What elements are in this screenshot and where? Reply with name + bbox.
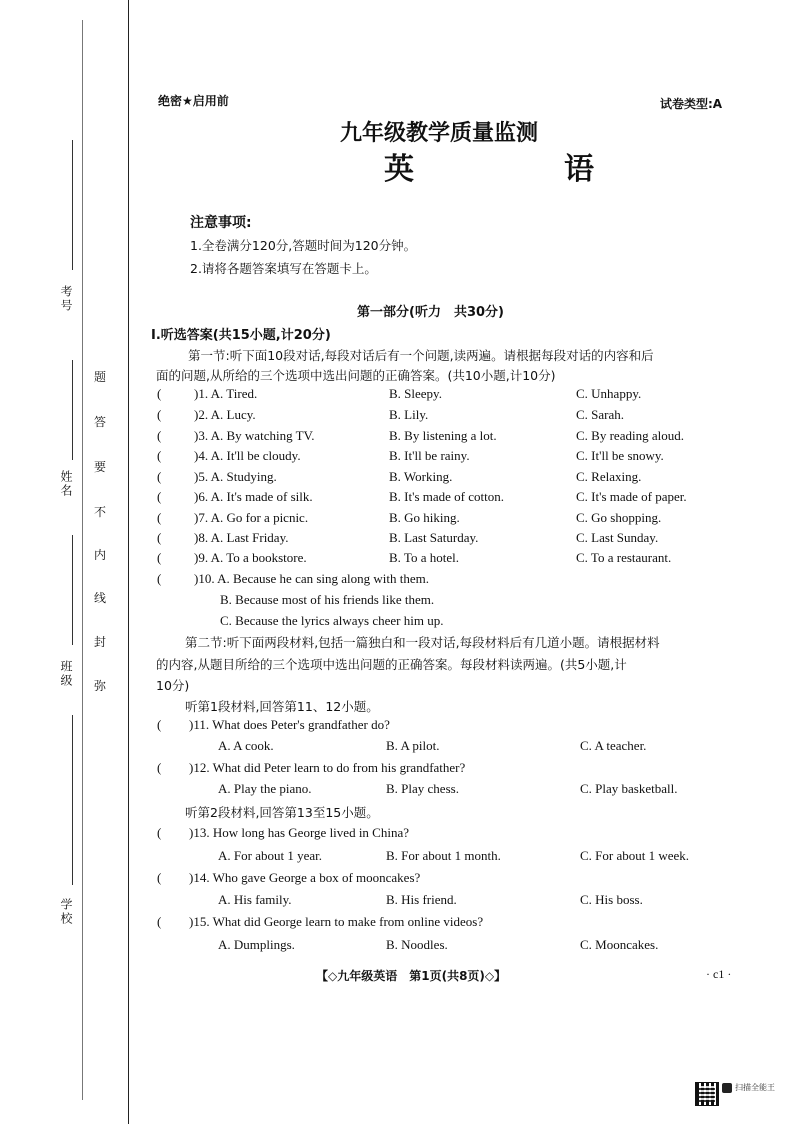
sub2-instruction-line1: 第二节:听下面两段材料,包括一篇独白和一段对话,每段材料后有几道小题。请根据材料 [185,635,660,650]
question-option-b: B. Sleepy. [389,386,442,401]
question-option-b: B. Noodles. [386,937,448,952]
material2-heading: 听第2段材料,回答第13至15小题。 [185,805,379,820]
question-option-b: B. Go hiking. [389,510,460,525]
question-option-b: B. Last Saturday. [389,530,479,545]
paren: ( [157,717,162,732]
question-option-c: C. To a restaurant. [576,550,672,565]
question-stem: )14. Who gave George a box of mooncakes? [189,870,421,885]
question-option-a: )2. A. Lucy. [194,407,256,422]
question-option-a: )5. A. Studying. [194,469,277,484]
q10-option-a: )10. A. Because he can sing along with them. [194,571,430,586]
question-option-b: B. His friend. [386,892,457,907]
notice-heading: 注意事项: [190,215,252,231]
paren: ( [157,448,162,463]
question-option-a: A. Play the piano. [218,781,312,796]
question-option-c: C. It'll be snowy. [576,448,664,463]
paren: ( [157,870,162,885]
binding-line-left [82,20,83,1100]
seal-char: 内 [94,548,107,562]
paper-type: 试卷类型:A [660,97,723,111]
sub2-instruction-line2: 的内容,从题目所给的三个选项中选出问题的正确答案。每段材料读两遍。(共5小题,计 [156,657,627,672]
class-line [72,535,73,645]
question-option-c: C. His boss. [580,892,643,907]
question-option-a: A. A cook. [218,738,274,753]
part1-heading: 第一部分(听力 共30分) [357,305,504,320]
question-option-c: C. Go shopping. [576,510,662,525]
question-option-c: C. Last Sunday. [576,530,659,545]
school-line [72,715,73,885]
question-option-a: )8. A. Last Friday. [194,530,289,545]
paren: ( [157,760,162,775]
seal-char: 线 [94,591,107,605]
sub1-instruction-line1: 第一节:听下面10段对话,每段对话后有一个问题,读两遍。请根据每段对话的内容和后 [188,348,654,363]
seal-char: 弥 [94,679,107,693]
section1-heading: Ⅰ.听选答案(共15小题,计20分) [151,328,331,343]
question-option-a: )1. A. Tired. [194,386,258,401]
question-option-c: C. Play basketball. [580,781,678,796]
question-stem: )13. How long has George lived in China? [189,825,409,840]
paren: ( [157,914,162,929]
scanner-logo-icon [722,1083,732,1093]
question-option-b: B. It'll be rainy. [389,448,470,463]
paren: ( [157,489,162,504]
paren: ( [157,469,162,484]
question-stem: )15. What did George learn to make from online videos? [189,914,484,929]
paren: ( [157,386,162,401]
exam-number-line [72,140,73,270]
seal-char: 答 [94,415,107,429]
q10-option-b: B. Because most of his friends like them. [220,592,435,607]
question-option-a: )3. A. By watching TV. [194,428,315,443]
question-option-b: B. Working. [389,469,453,484]
question-option-c: C. A teacher. [580,738,647,753]
q10-option-c: C. Because the lyrics always cheer him up. [220,613,444,628]
question-option-c: C. Sarah. [576,407,625,422]
question-stem: )12. What did Peter learn to do from his grandfather? [189,760,466,775]
paren: ( [157,530,162,545]
question-option-a: )6. A. It's made of silk. [194,489,313,504]
question-option-b: B. Play chess. [386,781,459,796]
material1-heading: 听第1段材料,回答第11、12小题。 [185,699,379,714]
question-option-a: A. For about 1 year. [218,848,322,863]
name-line [72,360,73,460]
question-option-c: C. Relaxing. [576,469,642,484]
page-footer: 【◇九年级英语 第1页(共8页)◇】 [316,969,507,983]
field-label-name: 姓名 [59,470,73,498]
paren: ( [157,428,162,443]
paren: ( [157,571,162,586]
notice-item-1: 1.全卷满分120分,答题时间为120分钟。 [190,238,417,253]
seal-char: 不 [94,505,107,519]
question-option-a: )4. A. It'll be cloudy. [194,448,301,463]
question-option-c: C. Unhappy. [576,386,642,401]
secret-mark: 绝密★启用前 [158,94,229,108]
qr-code-icon [696,1083,718,1105]
field-label-school: 学校 [59,898,73,926]
notice-item-2: 2.请将各题答案填写在答题卡上。 [190,261,377,276]
question-option-b: B. By listening a lot. [389,428,497,443]
question-stem: )11. What does Peter's grandfather do? [189,717,390,732]
seal-char: 封 [94,635,107,649]
question-option-c: C. Mooncakes. [580,937,659,952]
binding-line-outer [128,0,129,1124]
field-label-exam-number: 考号 [59,285,73,313]
question-option-b: B. Lily. [389,407,429,422]
paren: ( [157,510,162,525]
subject-title: 英 语 [384,152,654,187]
question-option-a: A. His family. [218,892,292,907]
question-option-c: C. It's made of paper. [576,489,687,504]
paren: ( [157,407,162,422]
scanner-watermark: 扫描全能王 [735,1083,775,1092]
seal-char: 要 [94,460,107,474]
sub2-instruction-line3: 10分) [156,678,190,693]
question-option-b: B. It's made of cotton. [389,489,504,504]
page-title: 九年级教学质量监测 [340,121,539,146]
question-option-b: B. For about 1 month. [386,848,501,863]
paren: ( [157,550,162,565]
question-option-a: )7. A. Go for a picnic. [194,510,309,525]
field-label-class: 班级 [59,660,73,688]
question-option-b: B. To a hotel. [389,550,459,565]
page-code: · c1 · [706,967,732,981]
seal-char: 题 [94,370,107,384]
question-option-b: B. A pilot. [386,738,440,753]
question-option-a: )9. A. To a bookstore. [194,550,307,565]
sub1-instruction-line2: 面的问题,从所给的三个选项中选出问题的正确答案。(共10小题,计10分) [156,368,556,383]
paren: ( [157,825,162,840]
question-option-c: C. By reading aloud. [576,428,684,443]
question-option-a: A. Dumplings. [218,937,295,952]
question-option-c: C. For about 1 week. [580,848,690,863]
